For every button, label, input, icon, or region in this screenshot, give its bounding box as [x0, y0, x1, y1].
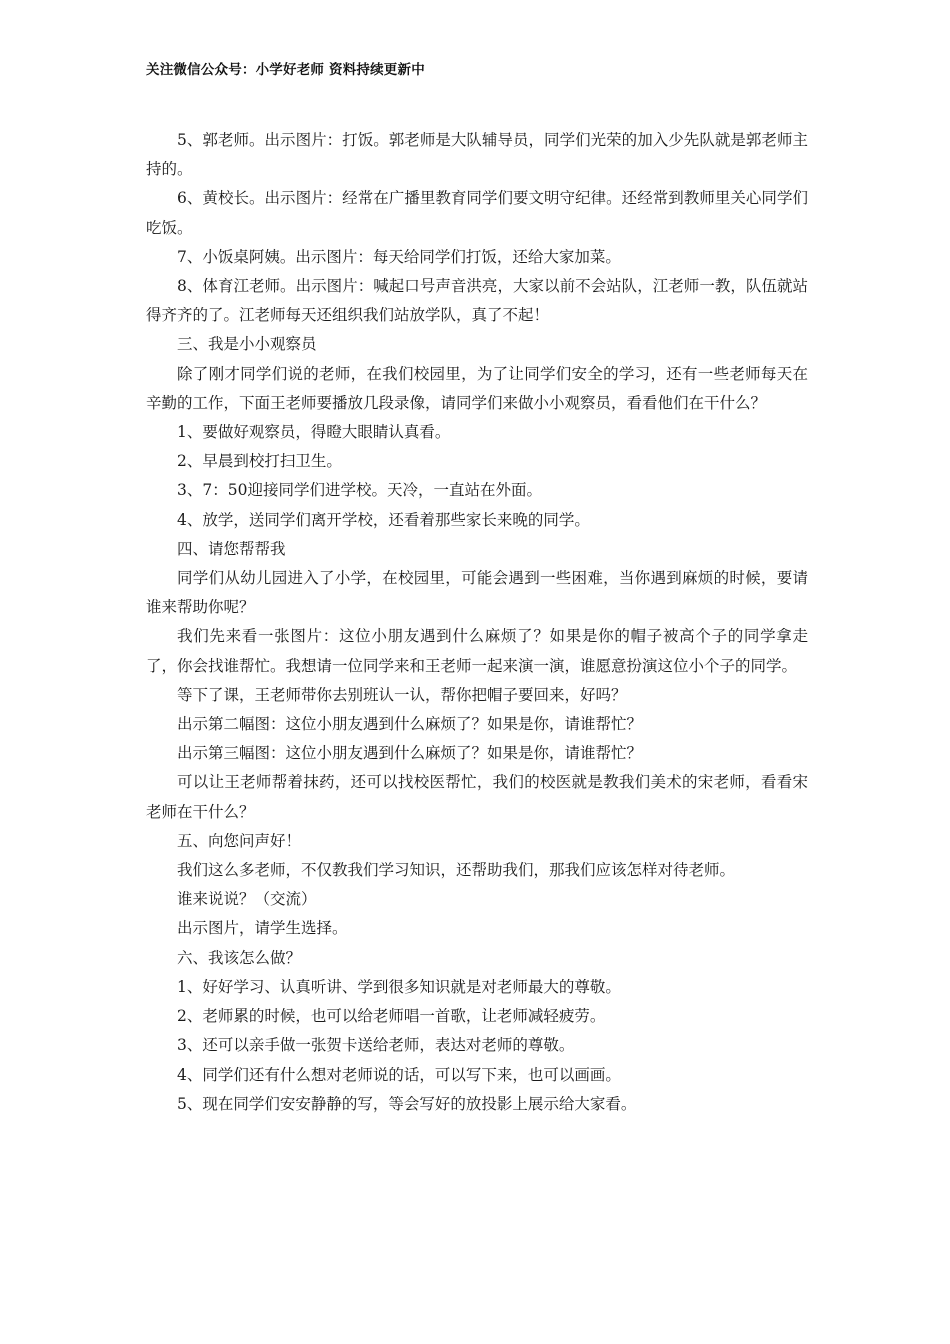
list-item-do-1: 1、好好学习、认真听讲、学到很多知识就是对老师最大的尊敬。 — [177, 977, 621, 996]
list-item-do-4: 4、同学们还有什么想对老师说的话，可以写下来，也可以画画。 — [177, 1065, 621, 1084]
list-item-do-5: 5、现在同学们安安静静的写，等会写好的放投影上展示给大家看。 — [177, 1094, 637, 1113]
document-body — [146, 126, 808, 1119]
paragraph-item-7-canteen: 7、小饭桌阿姨。出示图片：每天给同学们打饭，还给大家加菜。 — [177, 247, 621, 266]
paragraph-item-6-huang: 6、黄校长。出示图片：经常在广播里教育同学们要文明守纪律。还经常到教师里关心同学们吃饭。 — [146, 189, 808, 237]
paragraph-choose-picture: 出示图片，请学生选择。 — [177, 919, 348, 938]
list-item-observe-1: 1、要做好观察员，得瞪大眼睛认真看。 — [177, 423, 451, 442]
paragraph-school-doctor: 可以让王老师帮着抹药，还可以找校医帮忙，我们的校医就是教我们美术的宋老师，看看宋老师在干什么？ — [146, 773, 808, 821]
section-heading-greeting: 五、向您问声好！ — [177, 831, 302, 850]
list-item-do-2: 2、老师累的时候，也可以给老师唱一首歌，让老师减轻疲劳。 — [177, 1007, 606, 1026]
list-item-observe-3: 3、7：50迎接同学们进学校。天冷，一直站在外面。 — [177, 481, 542, 500]
paragraph-picture-three: 出示第三幅图：这位小朋友遇到什么麻烦了？如果是你，请谁帮忙？ — [177, 744, 643, 763]
paragraph-item-5-guo: 5、郭老师。出示图片：打饭。郭老师是大队辅导员，同学们光荣的加入少先队就是郭老师主持的。 — [146, 131, 808, 179]
paragraph-after-class: 等下了课，王老师带你去别班认一认，帮你把帽子要回来，好吗？ — [177, 685, 627, 704]
paragraph-observer-intro: 除了刚才同学们说的老师，在我们校园里，为了让同学们安全的学习，还有一些老师每天在辛勤的工作，下面王老师要播放几段录像，请同学们来做小小观察员，看看他们在干什么？ — [146, 364, 808, 412]
section-heading-what-to-do: 六、我该怎么做？ — [177, 948, 302, 967]
paragraph-picture-two: 出示第二幅图：这位小朋友遇到什么麻烦了？如果是你，请谁帮忙？ — [177, 715, 643, 734]
paragraph-discussion: 谁来说说？（交流） — [177, 890, 317, 909]
paragraph-picture-one: 我们先来看一张图片：这位小朋友遇到什么麻烦了？如果是你的帽子被高个子的同学拿走了，你会找谁帮忙。我想请一位同学来和王老师一起来演一演，谁愿意扮演这位小个子的同学。 — [146, 627, 808, 675]
paragraph-item-8-pe-teacher: 8、体育江老师。出示图片：喊起口号声音洪亮，大家以前不会站队，江老师一教，队伍就站得齐齐的了。江老师每天还组织我们站放学队，真了不起！ — [146, 277, 808, 325]
section-heading-observer: 三、我是小小观察员 — [177, 335, 317, 354]
section-heading-help-me: 四、请您帮帮我 — [177, 539, 286, 558]
paragraph-help-intro: 同学们从幼儿园进入了小学，在校园里，可能会遇到一些困难，当你遇到麻烦的时候，要请谁来帮助你呢？ — [146, 569, 808, 617]
list-item-do-3: 3、还可以亲手做一张贺卡送给老师，表达对老师的尊敬。 — [177, 1036, 575, 1055]
page-header: 关注微信公众号：小学好老师 资料持续更新中 — [146, 62, 425, 78]
paragraph-treat-teachers: 我们这么多老师，不仅教我们学习知识，还帮助我们，那我们应该怎样对待老师。 — [177, 861, 736, 880]
list-item-observe-2: 2、早晨到校打扫卫生。 — [177, 452, 342, 471]
list-item-observe-4: 4、放学，送同学们离开学校，还看着那些家长来晚的同学。 — [177, 510, 590, 529]
